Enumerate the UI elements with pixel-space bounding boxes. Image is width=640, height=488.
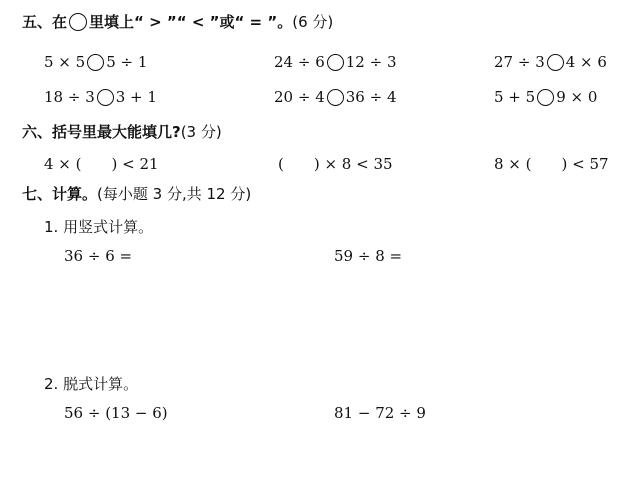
answer-circle[interactable] — [97, 89, 114, 106]
answer-circle[interactable] — [327, 54, 344, 71]
part-1-label: 1. 用竖式计算。 — [44, 218, 154, 236]
section-5-title-start: 五、在 — [22, 13, 68, 31]
answer-circle[interactable] — [87, 54, 104, 71]
section-7-points: (每小题 3 分,共 12 分) — [97, 185, 252, 203]
answer-circle[interactable] — [327, 89, 344, 106]
section-7-title: 七、计算。 — [22, 185, 98, 203]
answer-circle[interactable] — [537, 89, 554, 106]
section-6-title: 六、括号里最大能填几? — [22, 123, 181, 141]
answer-circle[interactable] — [547, 54, 564, 71]
compare-item-6: 5 + 5 9 × 0 — [494, 88, 598, 106]
vertical-calc-1: 36 ÷ 6 = — [64, 247, 133, 265]
compare-item-1: 5 × 5 5 ÷ 1 — [44, 53, 148, 71]
fill-item-3[interactable]: 8 × ( ) < 57 — [494, 155, 609, 173]
section-6-heading — [22, 121, 222, 142]
section-7-heading — [22, 183, 251, 204]
compare-item-4: 18 ÷ 3 3 + 1 — [44, 88, 157, 106]
section-5-points: (6 分) — [292, 13, 334, 31]
compare-item-3: 27 ÷ 3 4 × 6 — [494, 53, 607, 71]
blank-circle-icon — [69, 13, 87, 31]
section-5-title-end: 里填上“ > ”“ < ”或“ = ”。 — [89, 13, 293, 31]
compare-item-2: 24 ÷ 6 12 ÷ 3 — [274, 53, 397, 71]
section-6-points: (3 分) — [180, 123, 222, 141]
fill-item-1[interactable]: 4 × ( ) < 21 — [44, 155, 159, 173]
section-5-heading — [22, 11, 333, 32]
stepwise-calc-2: 81 − 72 ÷ 9 — [334, 404, 426, 422]
vertical-calc-2: 59 ÷ 8 = — [334, 247, 403, 265]
part-2-label: 2. 脱式计算。 — [44, 375, 139, 393]
stepwise-calc-1: 56 ÷ (13 − 6) — [64, 404, 168, 422]
compare-item-5: 20 ÷ 4 36 ÷ 4 — [274, 88, 397, 106]
fill-item-2[interactable]: ( ) × 8 < 35 — [278, 155, 393, 173]
